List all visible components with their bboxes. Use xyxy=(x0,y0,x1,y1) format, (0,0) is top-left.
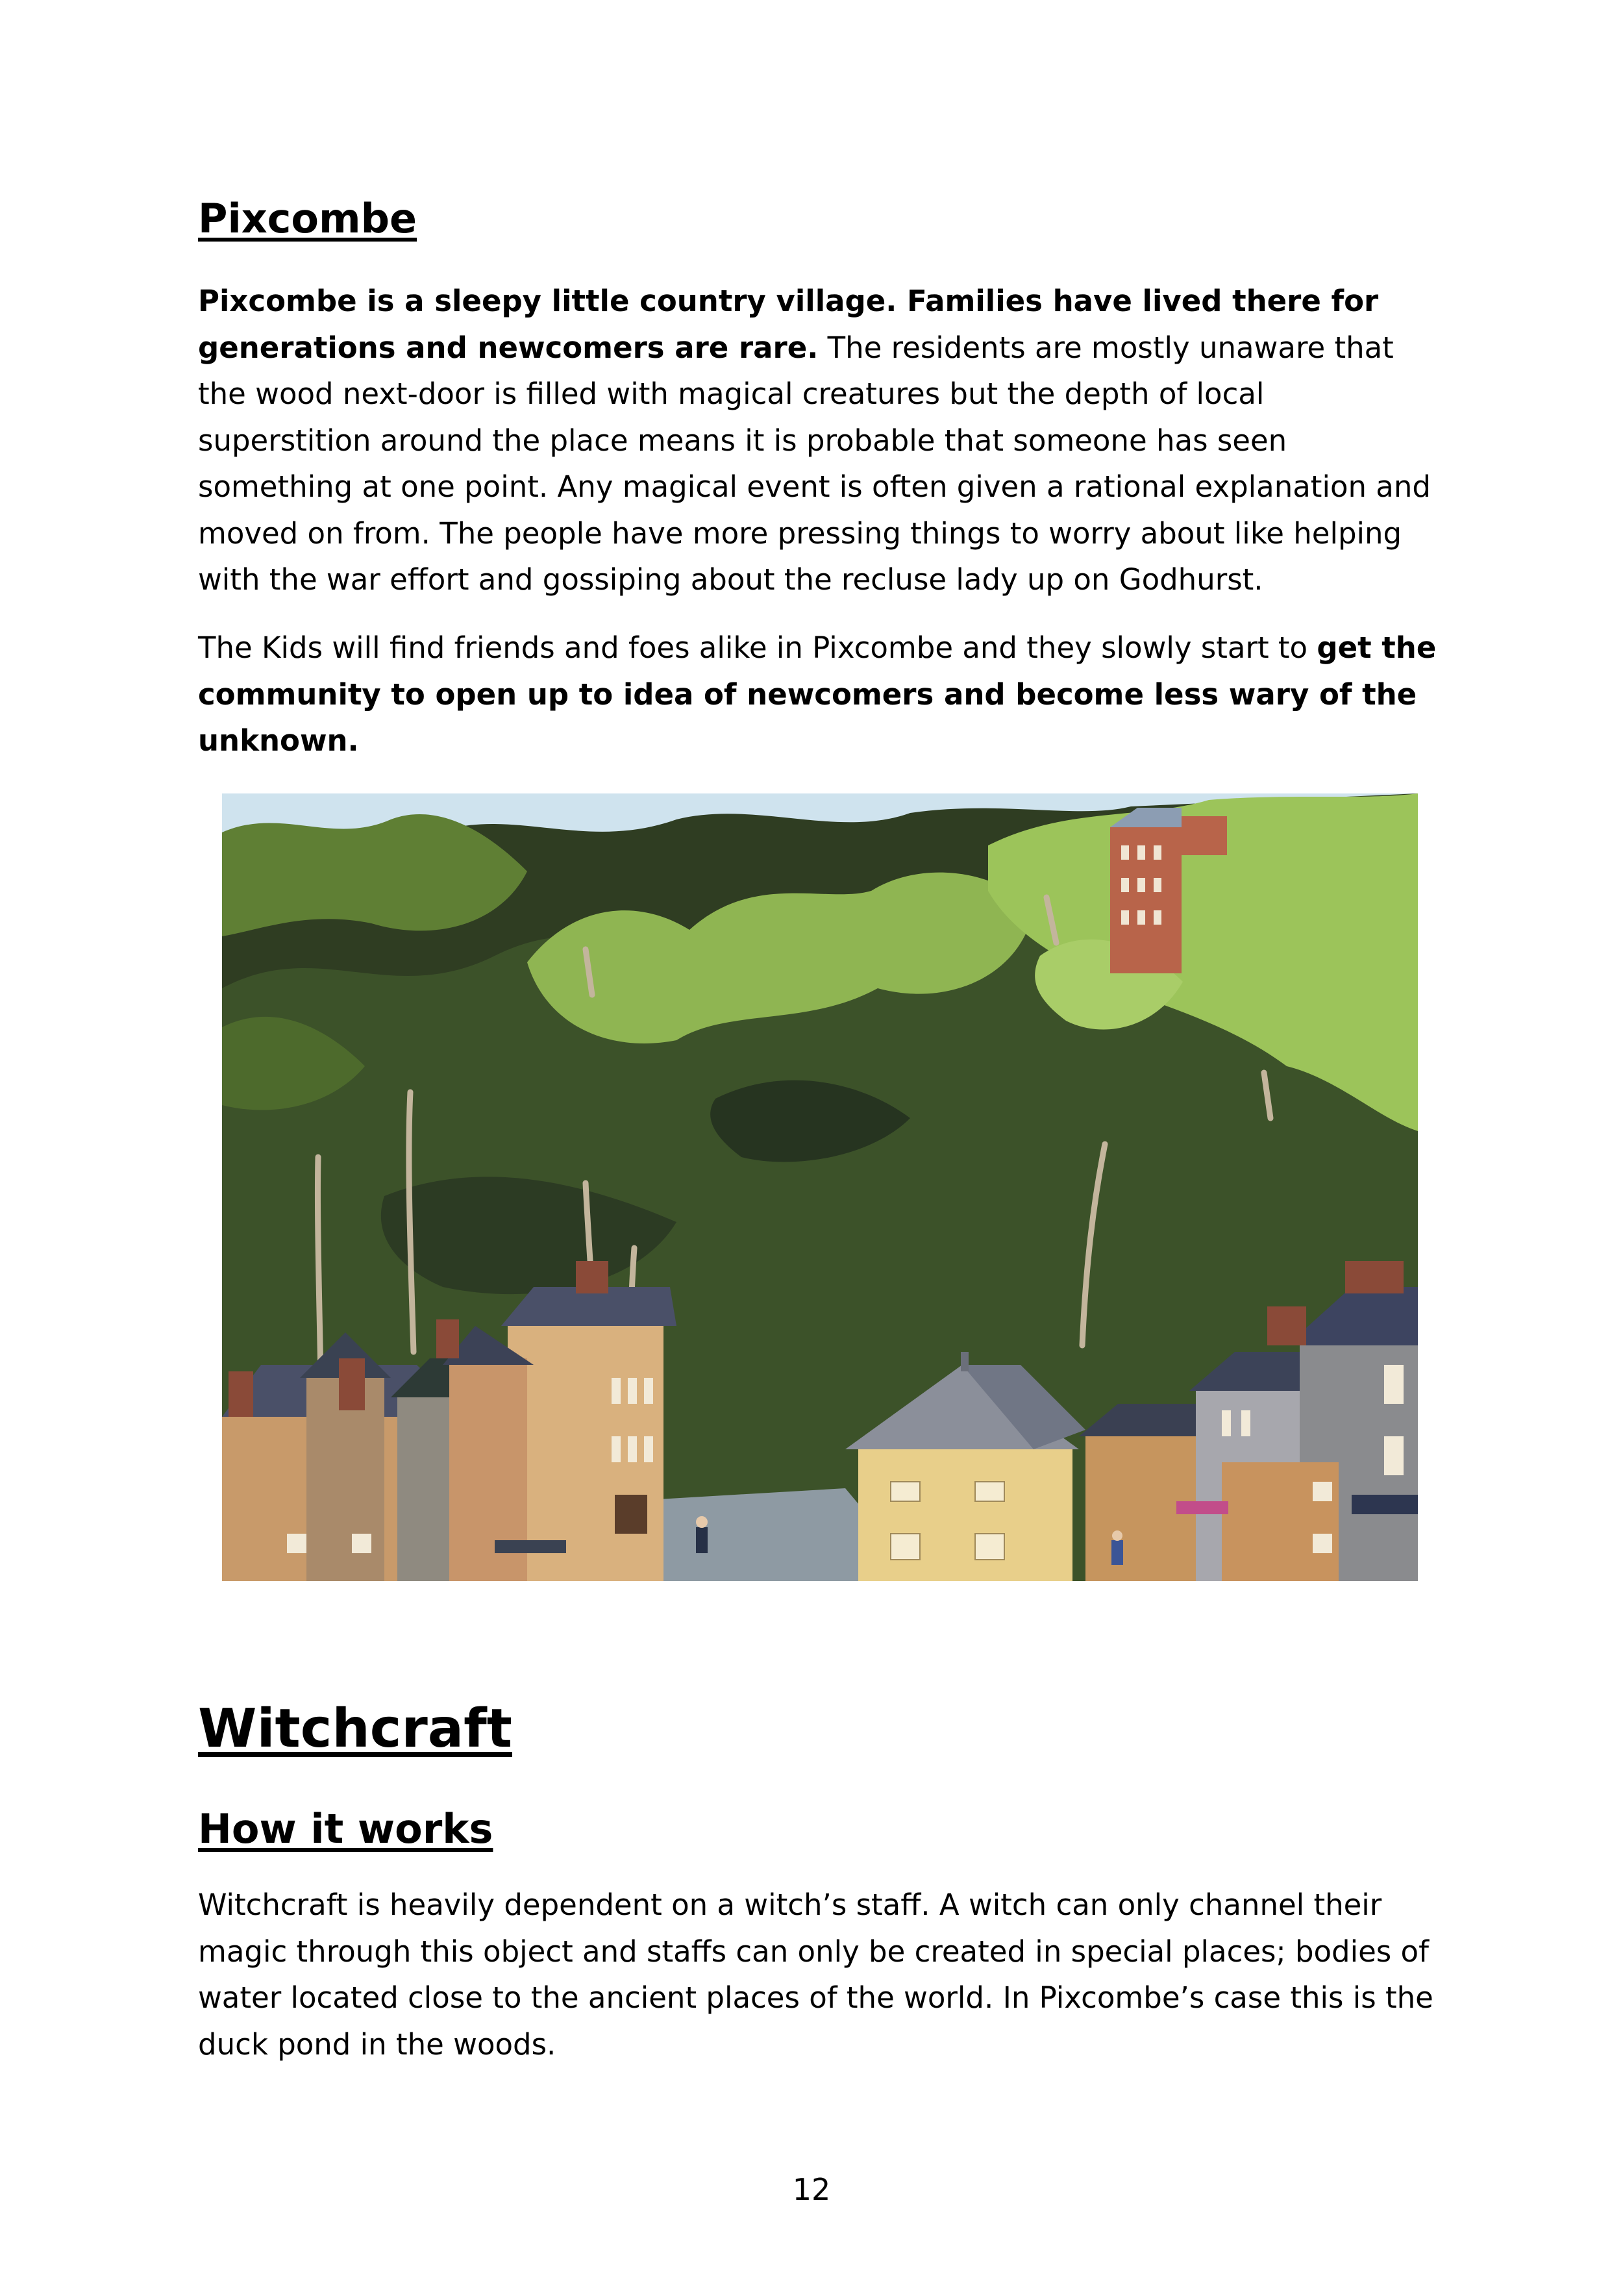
paragraph-pixcombe-intro xyxy=(198,278,1444,603)
village-illustration xyxy=(222,793,1418,1581)
paragraph-pixcombe-intro-text: The residents are mostly unaware that the wood next-door is filled with magical creatures but the depth of local superstition around the place means it is probable that someone has seen something at one point. Any magical event is often given a rational explanation and moved on from. The people have more pressing things to worry about like helping with the war effort and gossiping about the recluse lady up on Godhurst. xyxy=(198,330,1431,597)
paragraph-pixcombe-intro-bold: Pixcombe is a sleepy little country village. Families have lived there for generations and newcomers are rare. xyxy=(198,284,1379,365)
section-title-witchcraft: Witchcraft xyxy=(198,1698,512,1760)
subsection-title-how-it-works: How it works xyxy=(198,1805,493,1853)
paragraph-witchcraft: Witchcraft is heavily dependent on a witch’s staff. A witch can only channel their magic through this object and staffs can only be created in special places; bodies of water located close to the ancient places of the world. In Pixcombe’s case this is the duck pond in the woods. xyxy=(198,1888,1433,2062)
section-title-pixcombe: Pixcombe xyxy=(198,195,417,242)
page-number: 12 xyxy=(792,2172,831,2207)
paragraph-pixcombe-kids-text: The Kids will find friends and foes alike in Pixcombe and they slowly start to xyxy=(198,630,1317,665)
paragraph-pixcombe-kids xyxy=(198,625,1444,764)
paragraph-pixcombe-kids-bold: get the community to open up to idea of newcomers and become less wary of the unknown. xyxy=(198,630,1437,758)
